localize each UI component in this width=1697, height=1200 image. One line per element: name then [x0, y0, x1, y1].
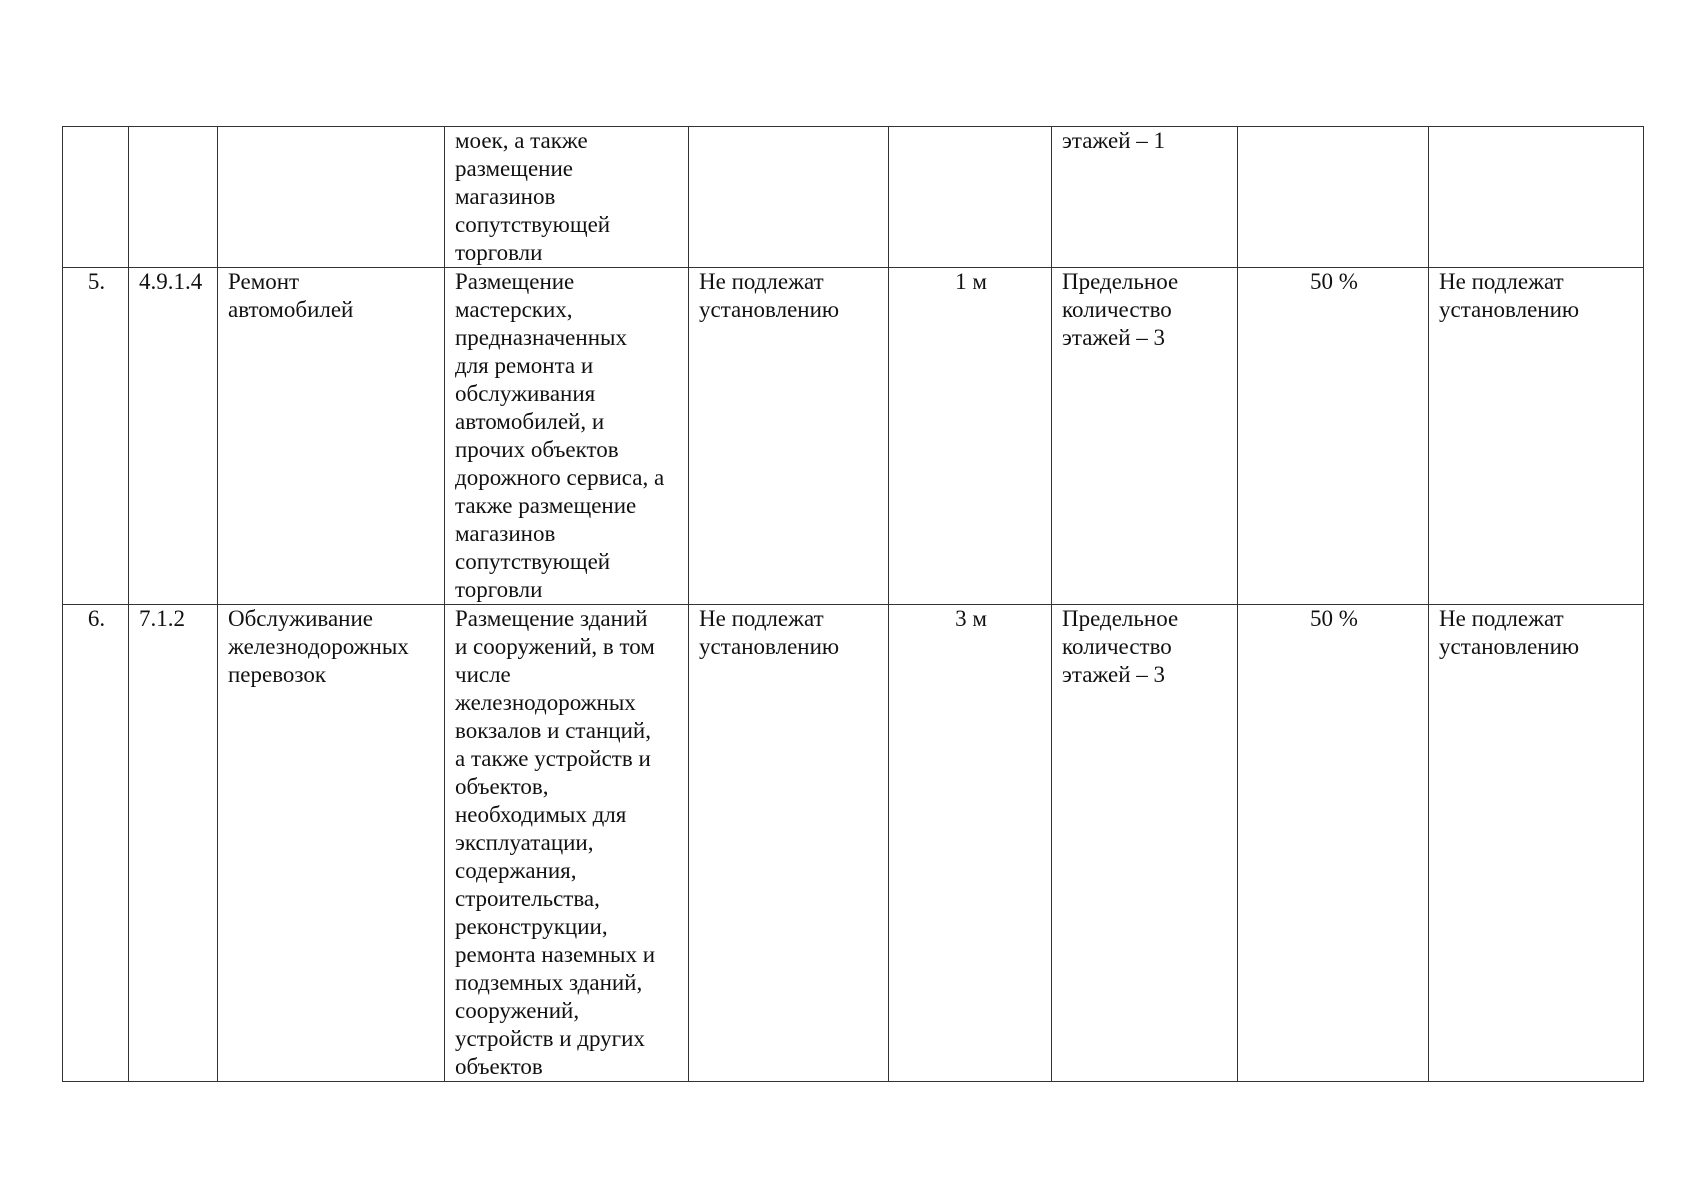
col5-cell: [689, 127, 889, 268]
code-cell: [129, 268, 218, 605]
table-row: [63, 127, 1644, 268]
row-number-cell: [63, 268, 129, 605]
col7-cell: [1052, 127, 1238, 268]
col8-cell: [1238, 268, 1429, 605]
setback-value: 3 м: [955, 606, 987, 631]
floors-value: Предельное количество этажей – 3: [1062, 269, 1179, 350]
col7-cell: [1052, 605, 1238, 1082]
description-cell: [445, 127, 689, 268]
row-number: 5.: [87, 269, 106, 294]
other-params-value: Не подлежат установлению: [1439, 269, 1580, 322]
use-description: моек, а также размещение магазинов сопутствующей торговли: [455, 128, 611, 265]
col6-cell: [889, 127, 1052, 268]
use-description: Размещение мастерских, предназначенных для ремонта и обслуживания автомобилей, и прочих объектов дорожного сервиса, а также размещение магазинов сопутствующей торговли: [455, 269, 665, 602]
use-code: 4.9.1.4: [139, 269, 203, 294]
code-cell: [129, 605, 218, 1082]
row-number-cell: [63, 127, 129, 268]
name-cell: [218, 268, 445, 605]
use-code: 7.1.2: [139, 606, 185, 631]
description-cell: [445, 605, 689, 1082]
coverage-value: 50 %: [1310, 269, 1358, 294]
use-name: Ремонт автомобилей: [228, 269, 354, 322]
col8-cell: [1238, 127, 1429, 268]
plot-size-value: Не подлежат установлению: [699, 606, 840, 659]
col6-cell: [889, 268, 1052, 605]
floors-value: этажей – 1: [1062, 128, 1166, 153]
table-row: [63, 268, 1644, 605]
name-cell: [218, 127, 445, 268]
col9-cell: [1429, 268, 1644, 605]
use-name: Обслуживание железнодорожных перевозок: [228, 606, 409, 687]
row-number: 6.: [87, 606, 106, 631]
name-cell: [218, 605, 445, 1082]
floors-value: Предельное количество этажей – 3: [1062, 606, 1179, 687]
row-number-cell: [63, 605, 129, 1082]
col8-cell: [1238, 605, 1429, 1082]
other-params-value: Не подлежат установлению: [1439, 606, 1580, 659]
description-cell: [445, 268, 689, 605]
use-description: Размещение зданий и сооружений, в том числе железнодорожных вокзалов и станций, а также устройств и объектов, необходимых для эксплуатации, содержания, строительства, реконструкции, ремонта наземных и подземных зданий, сооружений, устройств и других объектов: [455, 606, 656, 1079]
col9-cell: [1429, 127, 1644, 268]
plot-size-value: Не подлежат установлению: [699, 269, 840, 322]
col5-cell: [689, 605, 889, 1082]
coverage-value: 50 %: [1310, 606, 1358, 631]
col9-cell: [1429, 605, 1644, 1082]
col7-cell: [1052, 268, 1238, 605]
setback-value: 1 м: [955, 269, 987, 294]
code-cell: [129, 127, 218, 268]
table-row: [63, 605, 1644, 1082]
col6-cell: [889, 605, 1052, 1082]
col5-cell: [689, 268, 889, 605]
land-use-table: [62, 126, 1644, 1082]
